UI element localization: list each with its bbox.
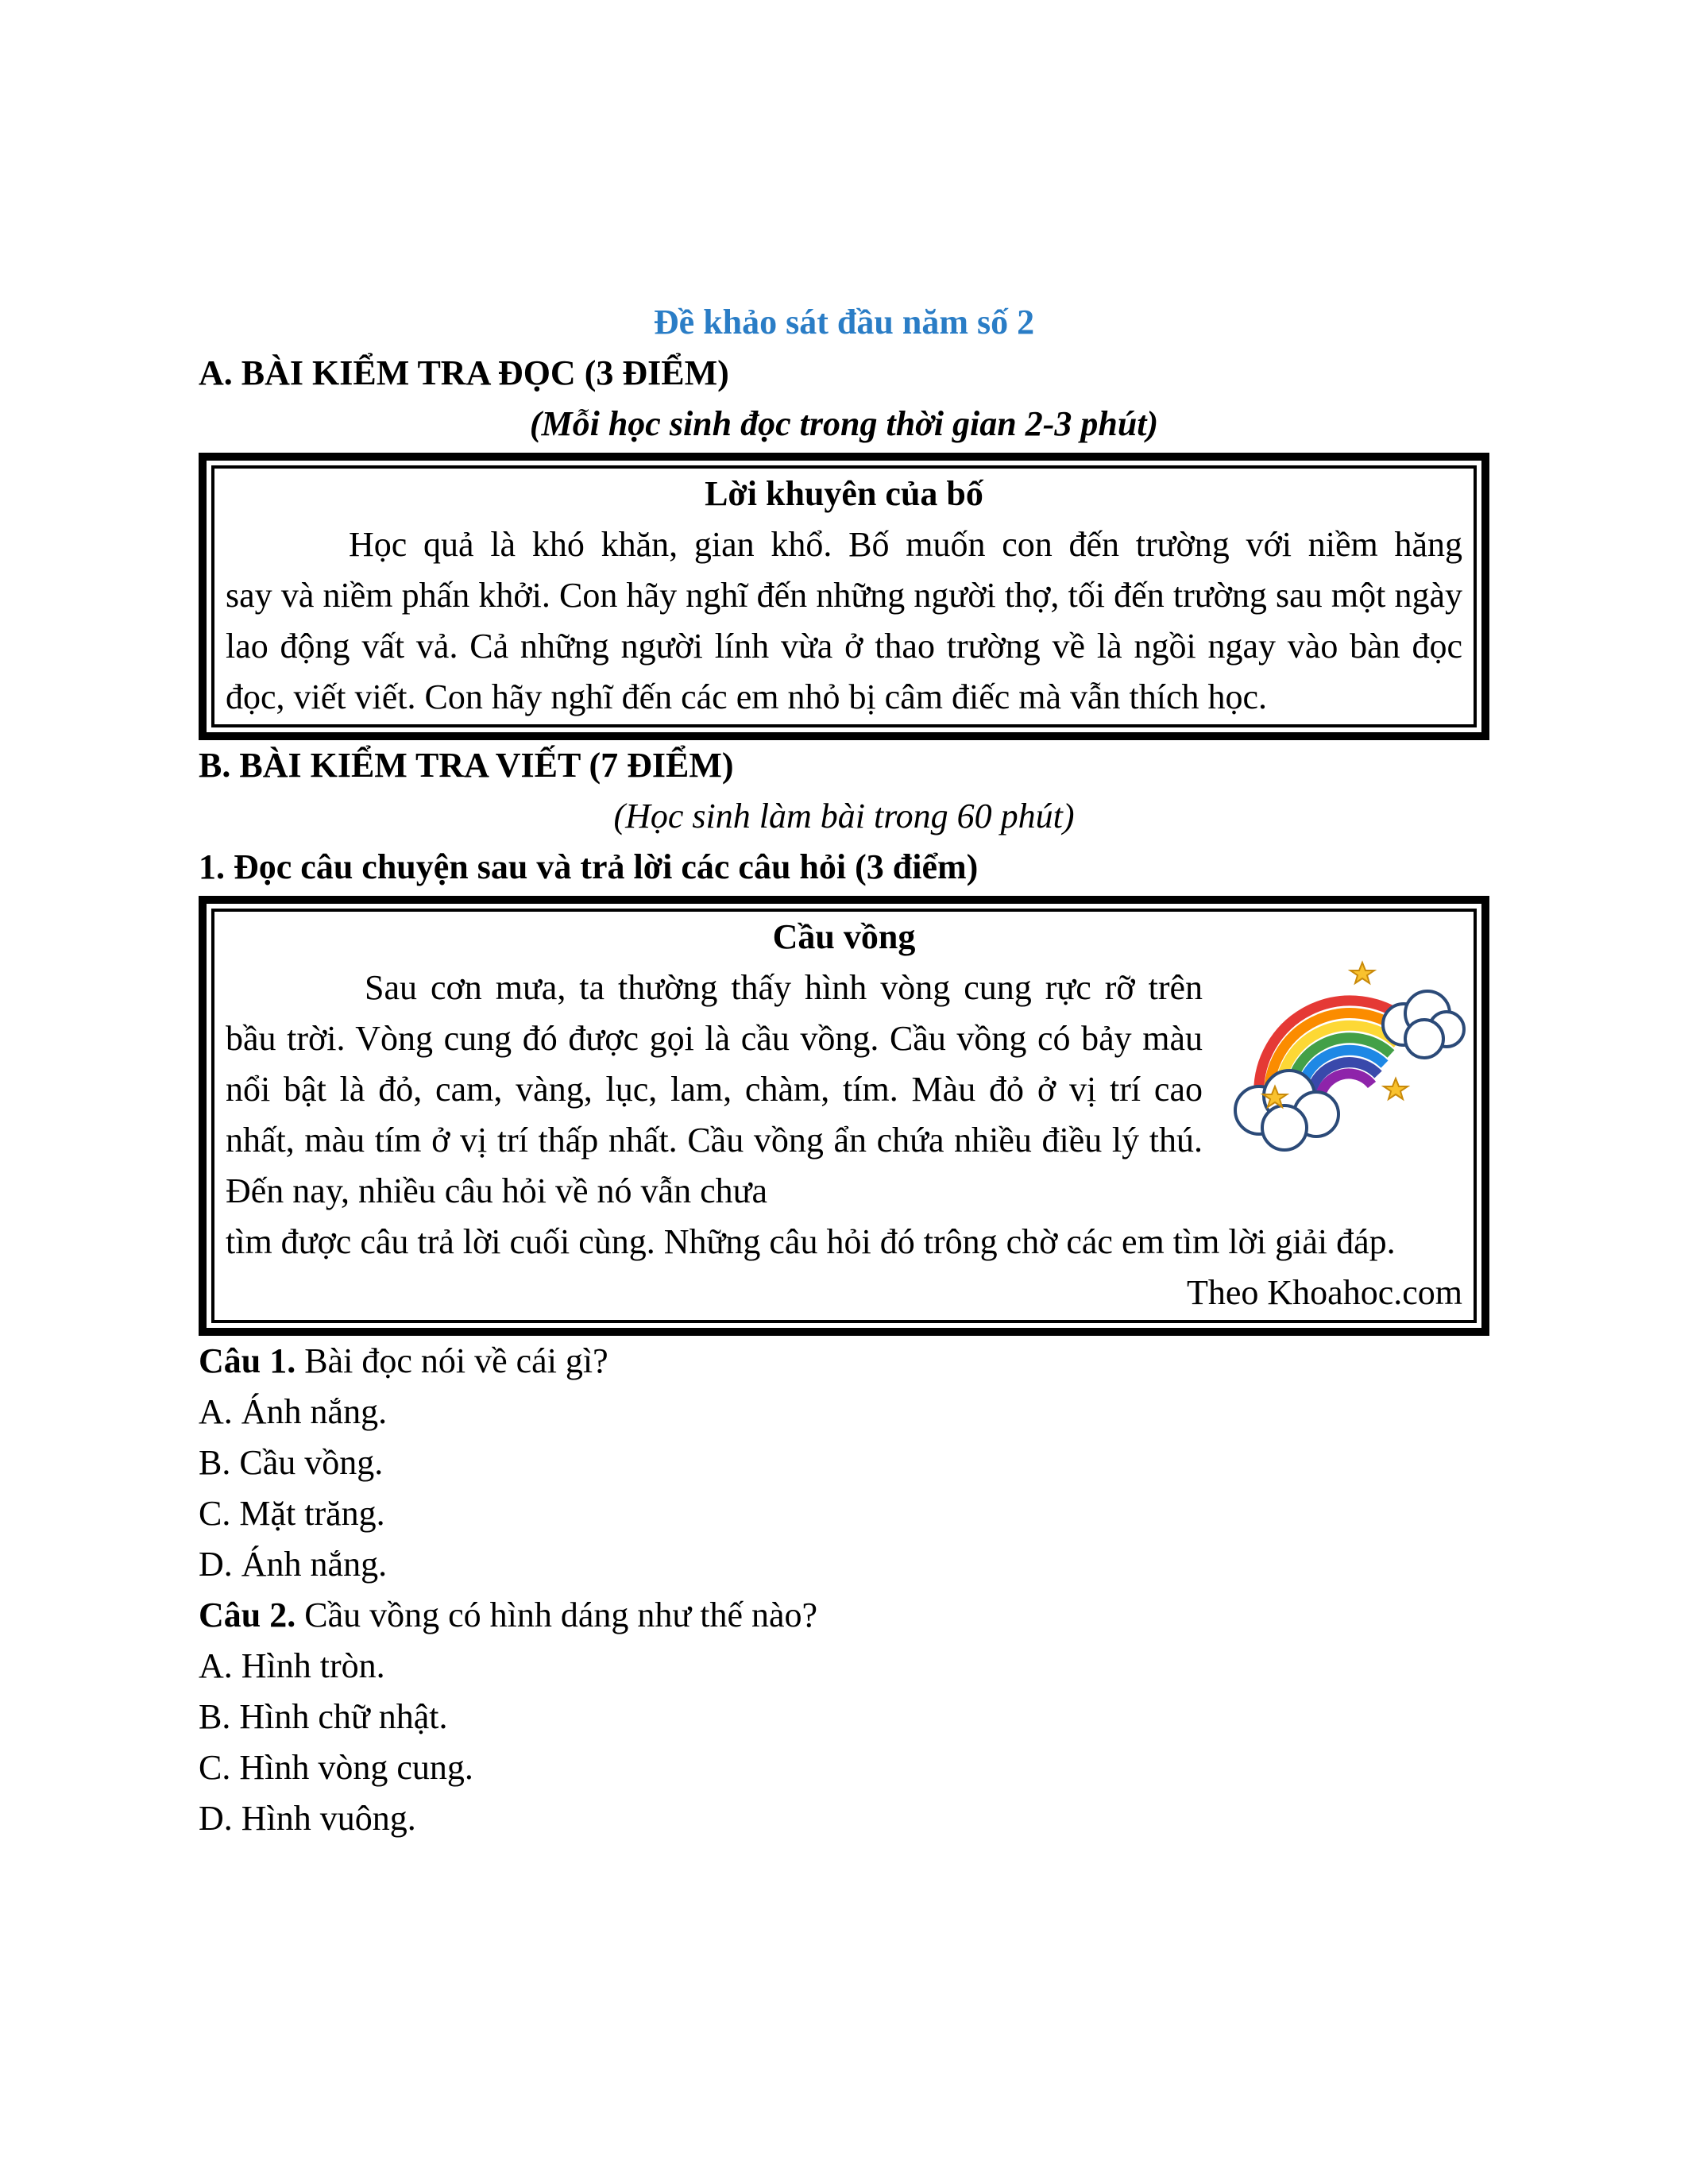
question-2-option-d[interactable]: D. Hình vuông. xyxy=(199,1799,416,1838)
question-1-label: Câu 1. xyxy=(199,1341,296,1380)
passage-title: Lời khuyên của bố xyxy=(705,474,983,513)
task-1-heading: 1. Đọc câu chuyện sau và trả lời các câu hỏi (3 điểm) xyxy=(199,847,979,886)
reading-passage-box xyxy=(199,453,1489,740)
section-a-heading: A. BÀI KIỂM TRA ĐỌC (3 ĐIỂM) xyxy=(199,353,729,392)
story-inner xyxy=(211,909,1477,1323)
question-2 xyxy=(199,1590,1489,1844)
document-title: Đề khảo sát đầu năm số 2 xyxy=(653,303,1035,341)
question-2-label: Câu 2. xyxy=(199,1596,296,1634)
story-text-full: tìm được câu trả lời cuối cùng. Những câu hỏi đó trông chờ các em tìm lời giải đáp. xyxy=(226,1222,1396,1261)
story-box xyxy=(199,896,1489,1336)
section-a-note: (Mỗi học sinh đọc trong thời gian 2-3 phút) xyxy=(529,404,1159,443)
passage-first-line: Học quả là khó khăn, gian khổ. Bố muốn con đến trường với niềm hăng xyxy=(349,525,1462,564)
passage-body: say và niềm phấn khởi. Con hãy nghĩ đến những người thợ, tối đến trường sau một ngày lao động vất vả. Cả những người lính vừa ở thao trường về là ngồi ngay vào bàn đọc đọc, viết viết. Con hãy nghĩ đến các em nhỏ bị câm điếc mà vẫn thích học. xyxy=(226,576,1462,716)
question-1-option-a[interactable]: A. Ánh nắng. xyxy=(199,1392,388,1431)
section-b-heading: B. BÀI KIỂM TRA VIẾT (7 ĐIỂM) xyxy=(199,746,734,785)
reading-passage-inner xyxy=(211,465,1477,727)
question-2-text: Cầu vồng có hình dáng như thế nào? xyxy=(295,1596,818,1634)
story-text-side: Sau cơn mưa, ta thường thấy hình vòng cung rực rỡ trên bầu trời. Vòng cung đó được gọi là cầu vồng. Cầu vồng có bảy màu nổi bật là đỏ, cam, vàng, lục, lam, chàm, tím. Màu đỏ ở vị trí cao nhất, màu tím ở vị trí thấp nhất. Cầu vồng ẩn chứa nhiều điều lý thú. Đến nay, nhiều câu hỏi về nó vẫn chưa xyxy=(226,968,1203,1210)
question-2-option-c[interactable]: C. Hình vòng cung. xyxy=(199,1748,473,1787)
story-source: Theo Khoahoc.com xyxy=(1187,1273,1462,1312)
story-title: Cầu vồng xyxy=(772,917,916,956)
question-2-option-b[interactable]: B. Hình chữ nhật. xyxy=(199,1697,448,1736)
rainbow-illustration xyxy=(1227,951,1466,1158)
question-1-option-c[interactable]: C. Mặt trăng. xyxy=(199,1494,385,1533)
question-1-option-d[interactable]: D. Ánh nắng. xyxy=(199,1545,388,1584)
question-1-option-b[interactable]: B. Cầu vồng. xyxy=(199,1443,384,1482)
question-1-text: Bài đọc nói về cái gì? xyxy=(295,1341,608,1380)
section-b-note: (Học sinh làm bài trong 60 phút) xyxy=(613,797,1075,835)
question-2-option-a[interactable]: A. Hình tròn. xyxy=(199,1646,385,1685)
question-1 xyxy=(199,1336,1489,1590)
document-page xyxy=(199,297,1489,1844)
